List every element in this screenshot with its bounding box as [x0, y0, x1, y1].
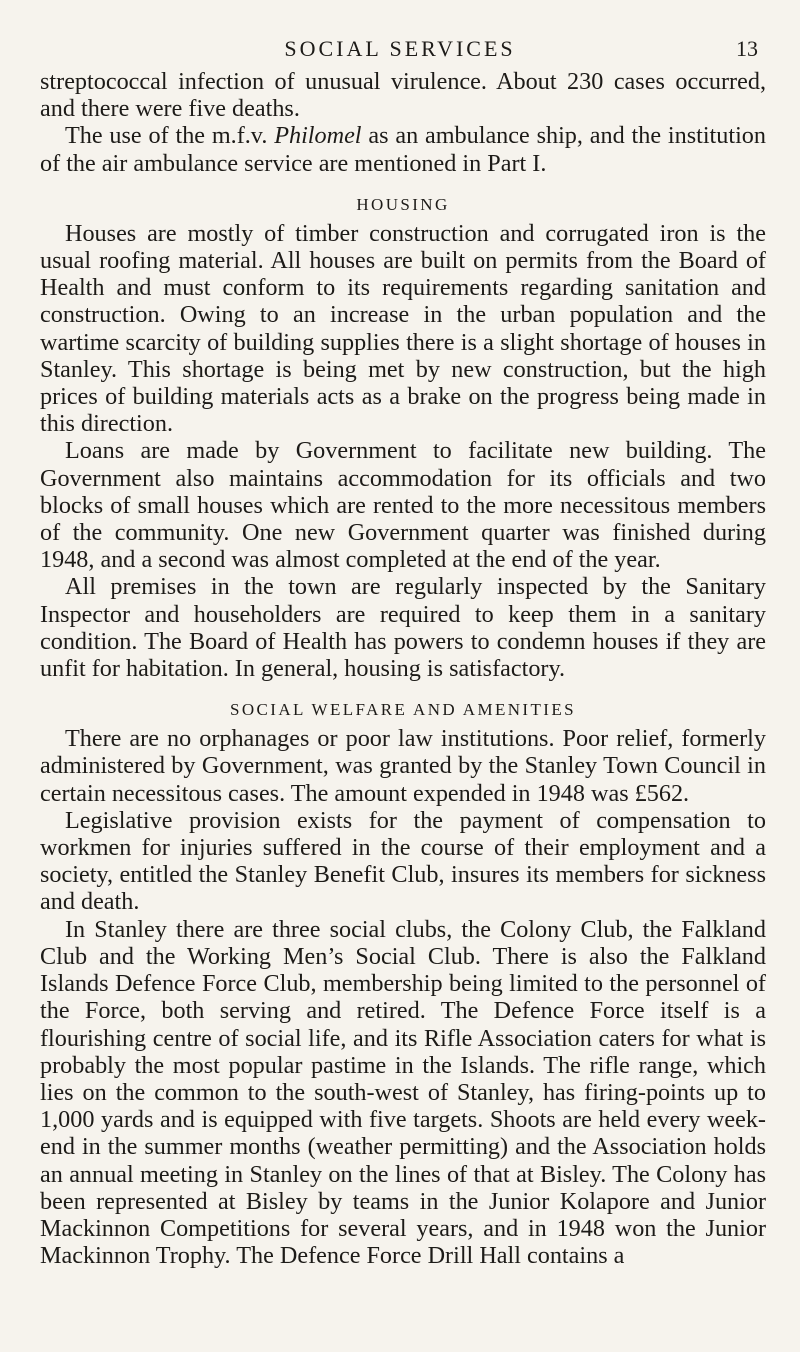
section-heading-welfare: SOCIAL WELFARE AND AMENITIES — [230, 700, 576, 720]
section-heading-housing: HOUSING — [356, 194, 450, 214]
paragraph-text: as an ambulance ship, and the institution of the air ambulance service are mentioned in Part I. — [40, 122, 766, 177]
paragraph: Houses are mostly of timber construction and corrugated iron is the usual roofing material. All houses are built on permits from the Board of Health and must conform to its requirements regarding sanitation and construction. Owing to an increase in the urban population and the wartime scarcity of building supplies there is a slight shortage of houses in Stanley. This shortage is being met by new construction, but the high prices of building materials acts as a brake on the progress being made in this direction. — [40, 219, 766, 438]
paragraph-continued: streptococcal infection of unusual virulence. About 230 cases occurred, and there were five deaths. — [40, 68, 766, 123]
ship-name: Philomel — [274, 122, 362, 150]
paragraph: All premises in the town are regularly inspected by the Sanitary Inspector and householders are required to keep them in a sanitary condition. The Board of Health has powers to condemn houses if they are unfit for habitation. In general, housing is satisfactory. — [40, 573, 766, 683]
paragraph: Loans are made by Government to facilitate new building. The Government also maintains accommodation for its officials and two blocks of small houses which are rented to the more necessitous members of the community. One new Government quarter was finished during 1948, and a second was almost completed at the end of the year. — [40, 437, 766, 574]
paragraph: In Stanley there are three social clubs, the Colony Club, the Falkland Club and the Working Men’s Social Club. There is also the Falkland Islands Defence Force Club, membership being limited to the personnel of the Force, both serving and retired. The Defence Force itself is a flourishing centre of social life, and its Rifle Association caters for what is probably the most popular pastime in the Islands. The rifle range, which lies on the common to the south-west of Stanley, has firing-points up to 1,000 yards and is equipped with five targets. Shoots are held every week-end in the summer months (weather permitting) and the Association holds an annual meeting in Stanley on the lines of that at Bisley. The Colony has been represented at Bisley by teams in the Junior Kolapore and Junior Mackinnon Competitions for several years, and in 1948 won the Junior Mackinnon Trophy. The Defence Force Drill Hall contains a — [40, 915, 766, 1270]
page-header — [0, 36, 800, 64]
paragraph: There are no orphanages or poor law institutions. Poor relief, formerly administered by Government, was granted by the Stanley Town Council in certain necessitous cases. The amount expended in 1948 was £562. — [40, 725, 766, 807]
paragraph-ambulance — [40, 122, 766, 176]
page-number: 13 — [736, 36, 758, 61]
running-head: SOCIAL SERVICES — [284, 36, 516, 61]
paragraph-text: The use of the m.f.v. — [65, 122, 275, 150]
paragraph: Legislative provision exists for the payment of compensation to workmen for injuries suffered in the course of their employment and a society, entitled the Stanley Benefit Club, insures its members for sickness and death. — [40, 806, 766, 916]
page-body — [40, 68, 766, 1269]
